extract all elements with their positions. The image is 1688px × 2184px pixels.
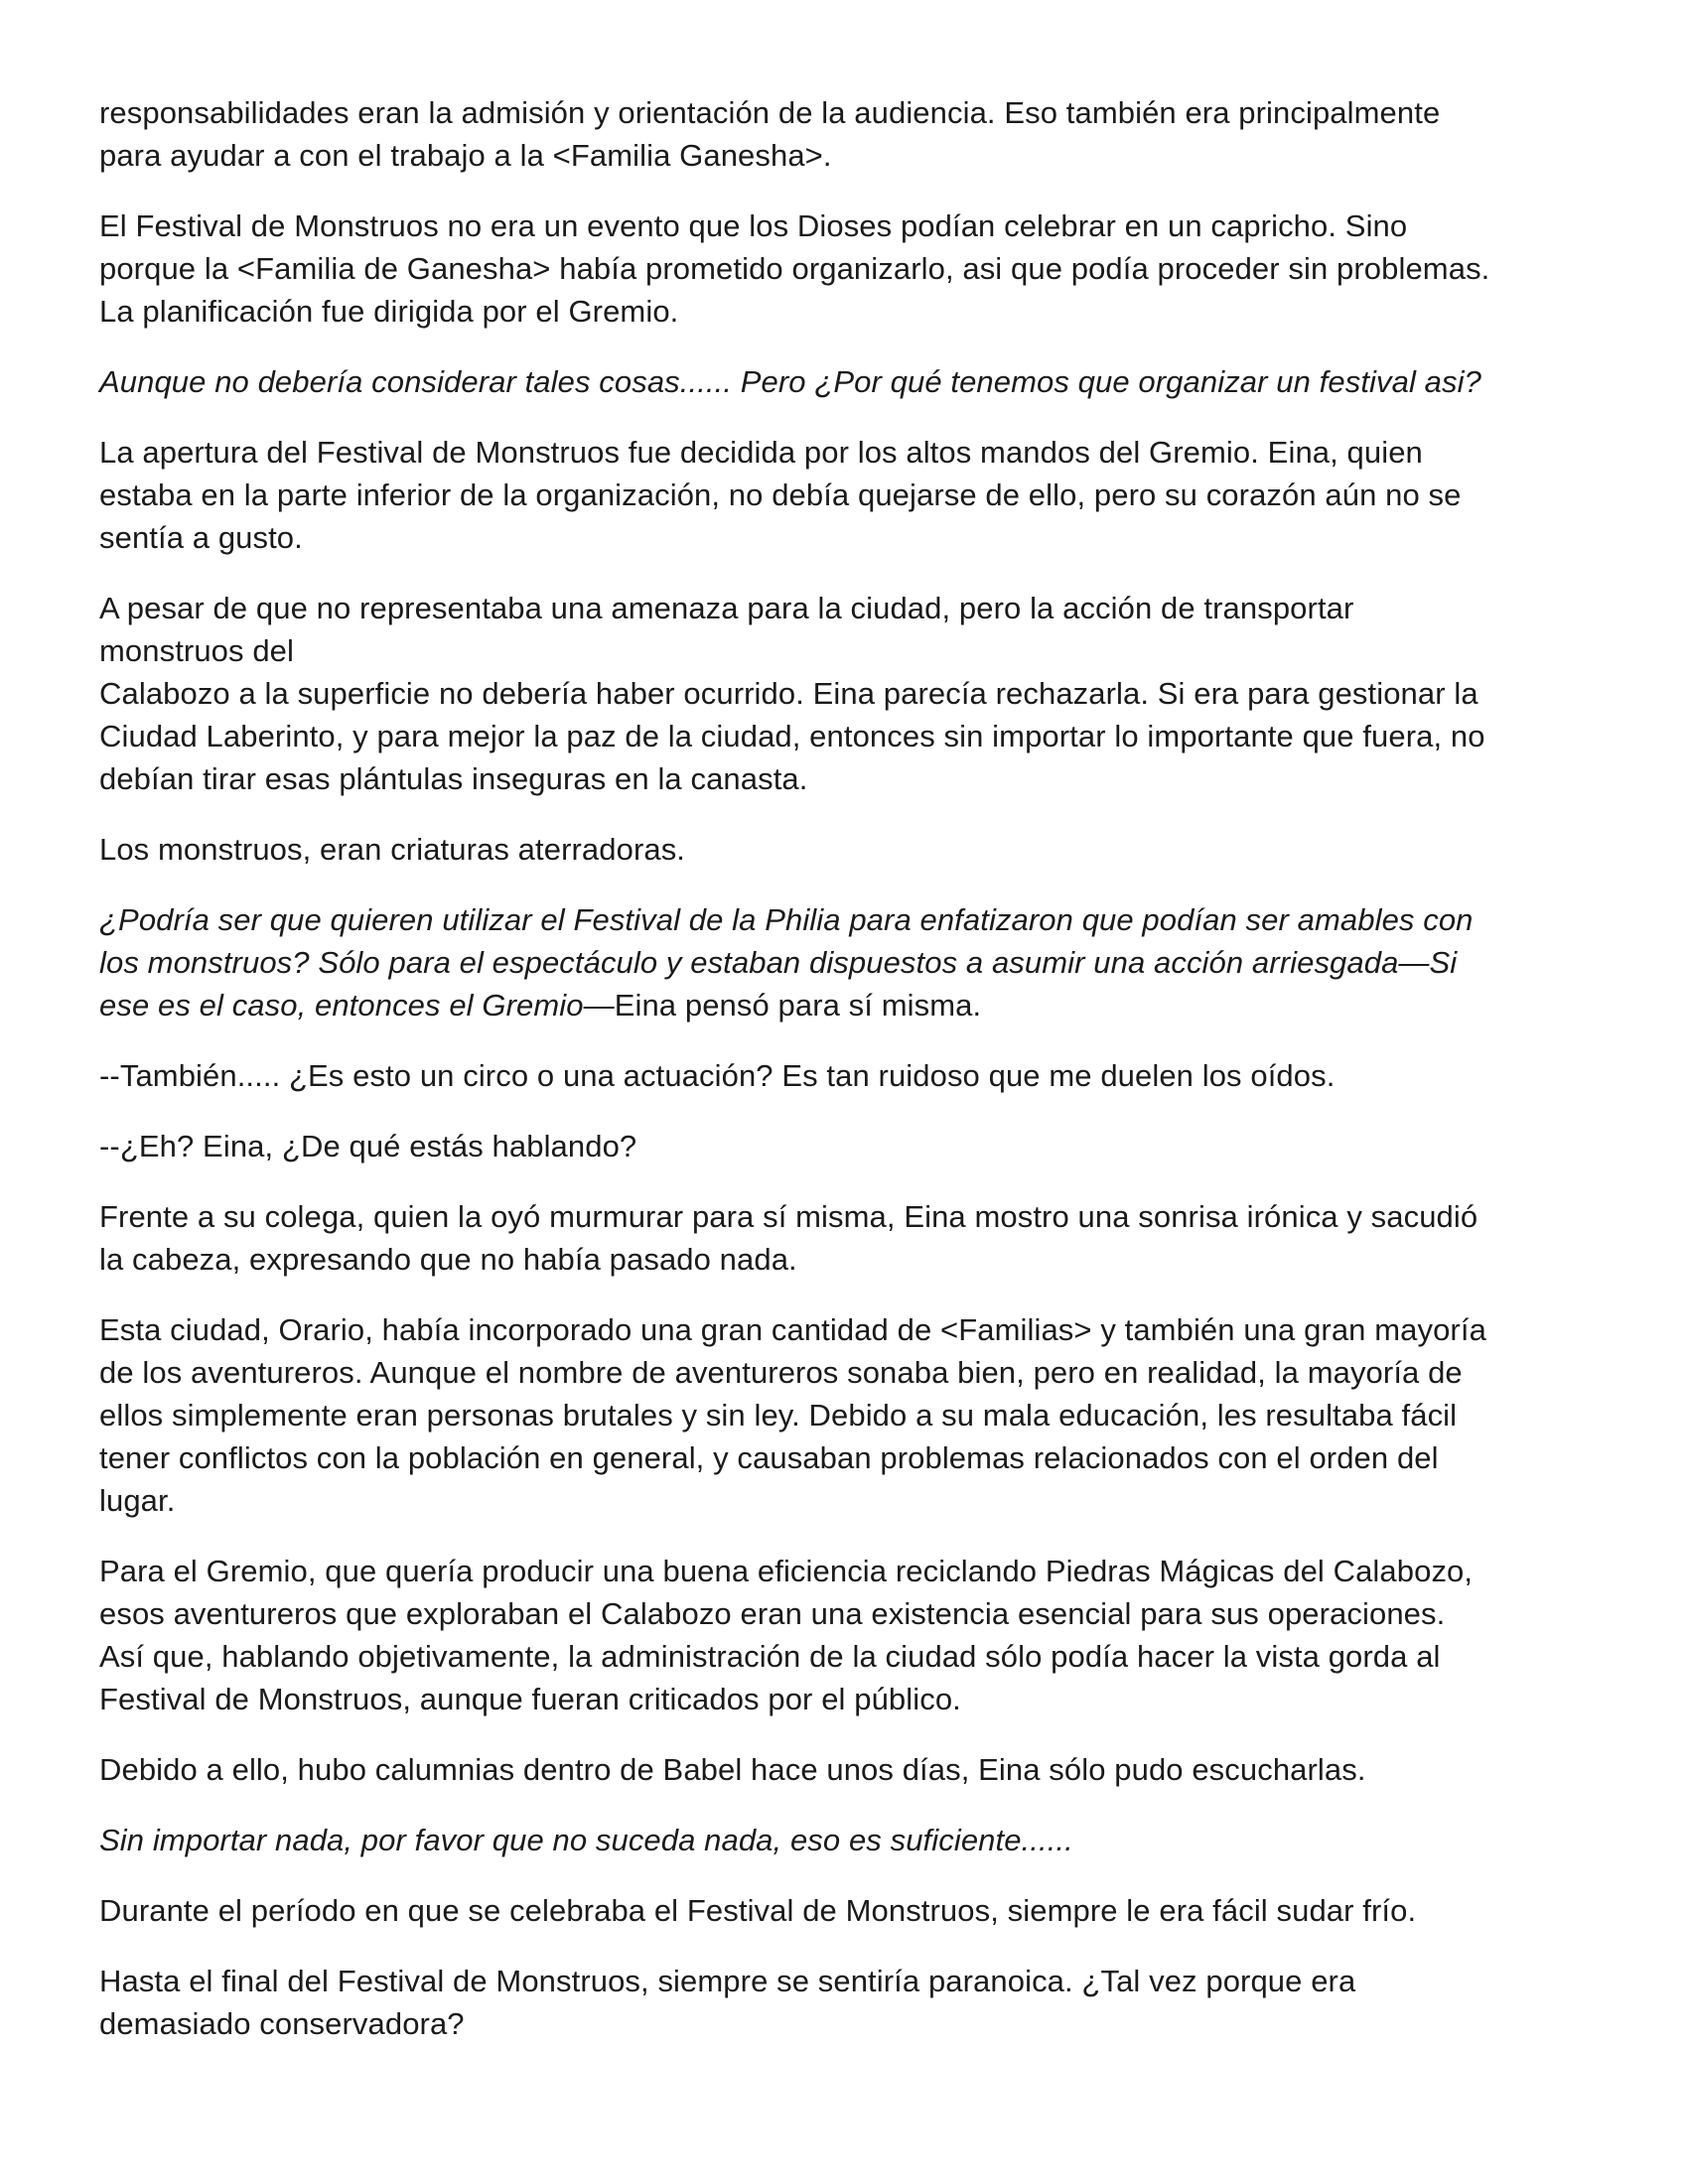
text-line: responsabilidades eran la admisión y orientación de la audiencia. Eso también era principalmente — [99, 95, 1441, 130]
text-line: porque la <Familia de Ganesha> había prometido organizarlo, asi que podía proceder sin problemas. — [99, 251, 1490, 286]
text-line: estaba en la parte inferior de la organización, no debía quejarse de ello, pero su corazón aún no se — [99, 478, 1462, 512]
paragraph-6 — [99, 828, 1589, 871]
text-line: --También..... ¿Es esto un circo o una actuación? Es tan ruidoso que me duelen los oídos. — [99, 1058, 1336, 1093]
text-line: Ciudad Laberinto, y para mejor la paz de la ciudad, entonces sin importar lo importante que fuera, no — [99, 719, 1485, 753]
paragraph-4 — [99, 431, 1589, 559]
paragraph-11 — [99, 1308, 1589, 1522]
text-line: Frente a su colega, quien la oyó murmurar para sí misma, Eina mostro una sonrisa irónica y sacudió — [99, 1199, 1478, 1234]
text-line: esos aventureros que exploraban el Calabozo eran una existencia esencial para sus operaciones. — [99, 1596, 1446, 1631]
text-line: Para el Gremio, que quería producir una buena eficiencia reciclando Piedras Mágicas del Calabozo, — [99, 1554, 1474, 1588]
paragraph-15 — [99, 1889, 1589, 1932]
text-line: Durante el período en que se celebraba el Festival de Monstruos, siempre le era fácil sudar frío. — [99, 1893, 1417, 1928]
text-line: Los monstruos, eran criaturas aterradoras. — [99, 832, 686, 867]
paragraph-9-dialogue — [99, 1125, 1589, 1167]
text-line — [99, 984, 1589, 1026]
paragraph-16 — [99, 1960, 1589, 2045]
text-line: Debido a ello, hubo calumnias dentro de Babel hace unos días, Eina sólo pudo escucharlas. — [99, 1752, 1366, 1787]
text-line: ¿Podría ser que quieren utilizar el Festival de la Philia para enfatizaron que podían ser amables con — [99, 902, 1474, 937]
text-line: la cabeza, expresando que no había pasado nada. — [99, 1242, 797, 1277]
text-line: Festival de Monstruos, aunque fueran criticados por el público. — [99, 1682, 961, 1716]
paragraph-14-italic-thought — [99, 1819, 1589, 1861]
text-line: lugar. — [99, 1483, 176, 1518]
text-line: La apertura del Festival de Monstruos fue decidida por los altos mandos del Gremio. Eina, quien — [99, 435, 1423, 470]
text-line: Sin importar nada, por favor que no suceda nada, eso es suficiente...... — [99, 1823, 1073, 1857]
text-line: El Festival de Monstruos no era un evento que los Dioses podían celebrar en un capricho. Sino — [99, 208, 1408, 243]
text-line: Así que, hablando objetivamente, la administración de la ciudad sólo podía hacer la vista gorda al — [99, 1639, 1441, 1674]
paragraph-10 — [99, 1195, 1589, 1281]
text-line: --¿Eh? Eina, ¿De qué estás hablando? — [99, 1129, 637, 1163]
normal-segment: —Eina pensó para sí misma. — [583, 988, 982, 1023]
italic-segment: ese es el caso, entonces el Gremio — [99, 988, 584, 1023]
text-line: ellos simplemente eran personas brutales y sin ley. Debido a su mala educación, les resultaba fácil — [99, 1398, 1458, 1433]
text-line: Hasta el final del Festival de Monstruos, siempre se sentiría paranoica. ¿Tal vez porque era — [99, 1964, 1356, 1998]
text-line: A pesar de que no representaba una amenaza para la ciudad, pero la acción de transportar — [99, 591, 1354, 625]
text-line: Aunque no debería considerar tales cosas...... Pero ¿Por qué tenemos que organizar un festival asi? — [99, 364, 1481, 399]
text-line: Esta ciudad, Orario, había incorporado una gran cantidad de <Familias> y también una gran mayoría — [99, 1312, 1486, 1347]
text-line: de los aventureros. Aunque el nombre de aventureros sonaba bien, pero en realidad, la mayoría de — [99, 1355, 1463, 1390]
text-line: Calabozo a la superficie no debería haber ocurrido. Eina parecía rechazarla. Si era para gestionar la — [99, 676, 1478, 711]
text-line: monstruos del — [99, 633, 295, 668]
text-line: La planificación fue dirigida por el Gremio. — [99, 294, 679, 329]
paragraph-13 — [99, 1748, 1589, 1791]
text-line: para ayudar a con el trabajo a la <Familia Ganesha>. — [99, 138, 832, 173]
text-line: debían tirar esas plántulas inseguras en la canasta. — [99, 761, 808, 796]
paragraph-8-dialogue — [99, 1054, 1589, 1097]
paragraph-2 — [99, 205, 1589, 333]
text-line: tener conflictos con la población en general, y causaban problemas relacionados con el orden del — [99, 1440, 1439, 1475]
text-line: los monstruos? Sólo para el espectáculo y estaban dispuestos a asumir una acción arriesgada—Si — [99, 945, 1458, 980]
text-line: demasiado conservadora? — [99, 2006, 465, 2041]
text-line: sentía a gusto. — [99, 520, 303, 555]
paragraph-3-italic-thought — [99, 360, 1589, 403]
paragraph-12 — [99, 1550, 1589, 1720]
paragraph-1 — [99, 91, 1589, 177]
paragraph-7-italic-thought — [99, 898, 1589, 1026]
paragraph-5 — [99, 587, 1589, 800]
